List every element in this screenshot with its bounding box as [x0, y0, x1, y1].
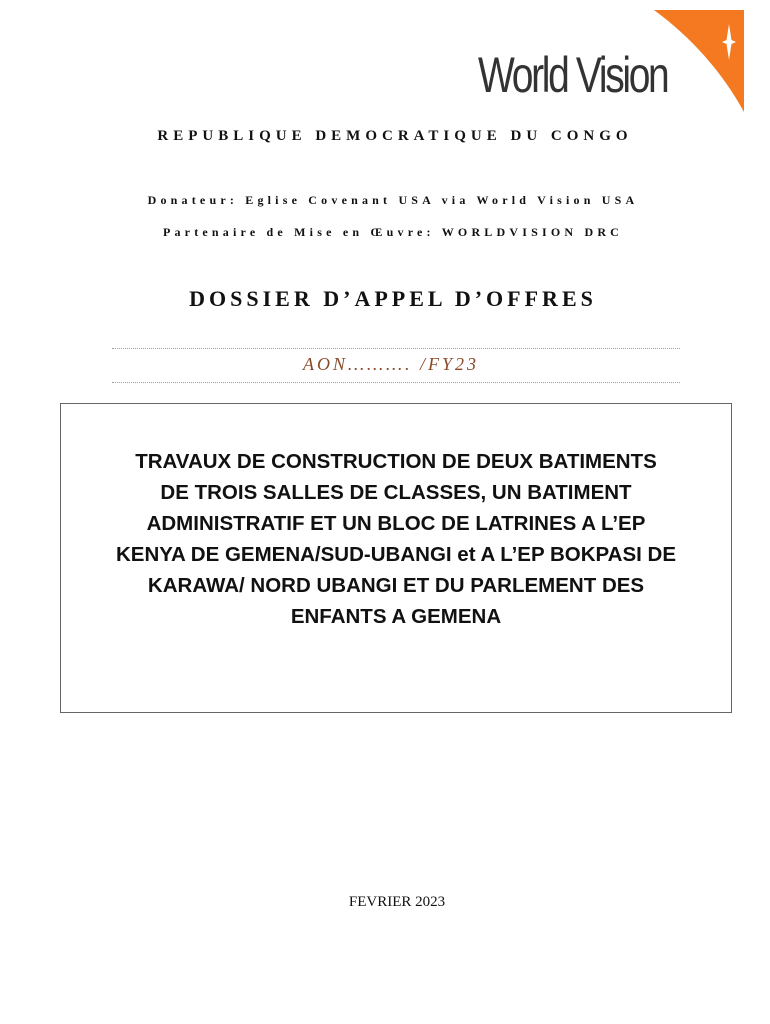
country-heading: REPUBLIQUE DEMOCRATIQUE DU CONGO [157, 128, 633, 144]
project-title-line: KENYA DE GEMENA/SUD-UBANGI et A L’EP BOKPASI DE [115, 543, 677, 566]
partner-line: Partenaire de Mise en Œuvre: WORLDVISION DRC [162, 225, 624, 239]
project-title-line: ENFANTS A GEMENA [290, 605, 502, 628]
document-date: FEVRIER 2023 [348, 894, 446, 910]
project-title-line: ADMINISTRATIF ET UN BLOC DE LATRINES A L’EP [146, 512, 646, 535]
top-dotted-divider [112, 348, 680, 349]
project-title-line: TRAVAUX DE CONSTRUCTION DE DEUX BATIMENTS [135, 450, 657, 473]
bottom-dotted-divider [112, 382, 680, 383]
project-title [61, 446, 731, 632]
donor-line: Donateur: Eglise Covenant USA via World Vision USA [147, 193, 639, 207]
project-title-line: DE TROIS SALLES DE CLASSES, UN BATIMENT [160, 481, 632, 504]
logo-wordmark: World Vision [478, 47, 668, 103]
world-vision-logo [470, 8, 750, 118]
tender-reference: AON………. /FY23 [302, 354, 480, 374]
document-title: DOSSIER D’APPEL D’OFFRES [189, 286, 597, 311]
project-title-box [60, 403, 732, 713]
project-title-line: KARAWA/ NORD UBANGI ET DU PARLEMENT DES [147, 574, 645, 597]
